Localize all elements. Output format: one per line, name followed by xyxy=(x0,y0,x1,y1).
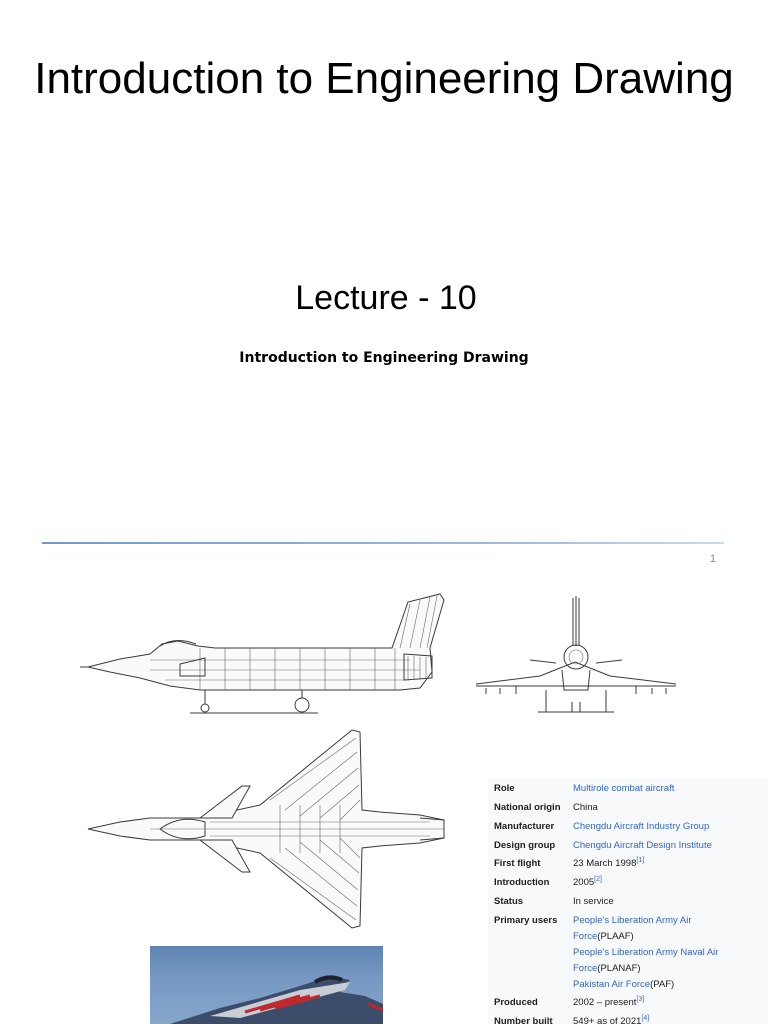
plaaf-link[interactable]: People's Liberation Army Air xyxy=(573,915,692,926)
manufacturer-link[interactable]: Chengdu Aircraft Industry Group xyxy=(573,821,710,832)
paf-link[interactable]: Pakistan Air Force xyxy=(573,979,651,990)
reference-link[interactable]: [1] xyxy=(636,856,645,864)
role-link[interactable]: Multirole combat aircraft xyxy=(573,783,675,794)
aircraft-photo-image xyxy=(150,946,383,1024)
aircraft-top-view-drawing xyxy=(88,730,444,928)
slide-subtitle: Introduction to Engineering Drawing xyxy=(239,350,529,366)
aircraft-front-view-drawing xyxy=(476,596,676,712)
design-group-link[interactable]: Chengdu Aircraft Design Institute xyxy=(573,840,712,851)
reference-link[interactable]: [4] xyxy=(641,1014,650,1022)
reference-link[interactable]: [2] xyxy=(594,875,602,883)
aircraft-infobox: Role Multirole combat aircraft National origin China Manufacturer Chengdu Aircraft Industry Group Design group Chengdu Aircraft Design Institute First flight 23 March 1998[1] Introduction 2005[2] Status In service Primary users People's Liberation Army Air Force(PLAAF) People's Liberation Army Naval Air Force(PLANAF) Pakistan Air Force(PAF) Produced 2002 – present[3] Number built 549+ as of 2021[4] xyxy=(488,778,768,1024)
planaf-link[interactable]: People's Liberation Army Naval Air xyxy=(573,947,719,958)
page-number: 1 xyxy=(709,553,716,565)
slide-title: Introduction to Engineering Drawing xyxy=(34,54,734,103)
reference-link[interactable]: [3] xyxy=(636,995,645,1003)
aircraft-photo xyxy=(150,946,383,1024)
lecture-number: Lecture - 10 xyxy=(295,279,477,317)
